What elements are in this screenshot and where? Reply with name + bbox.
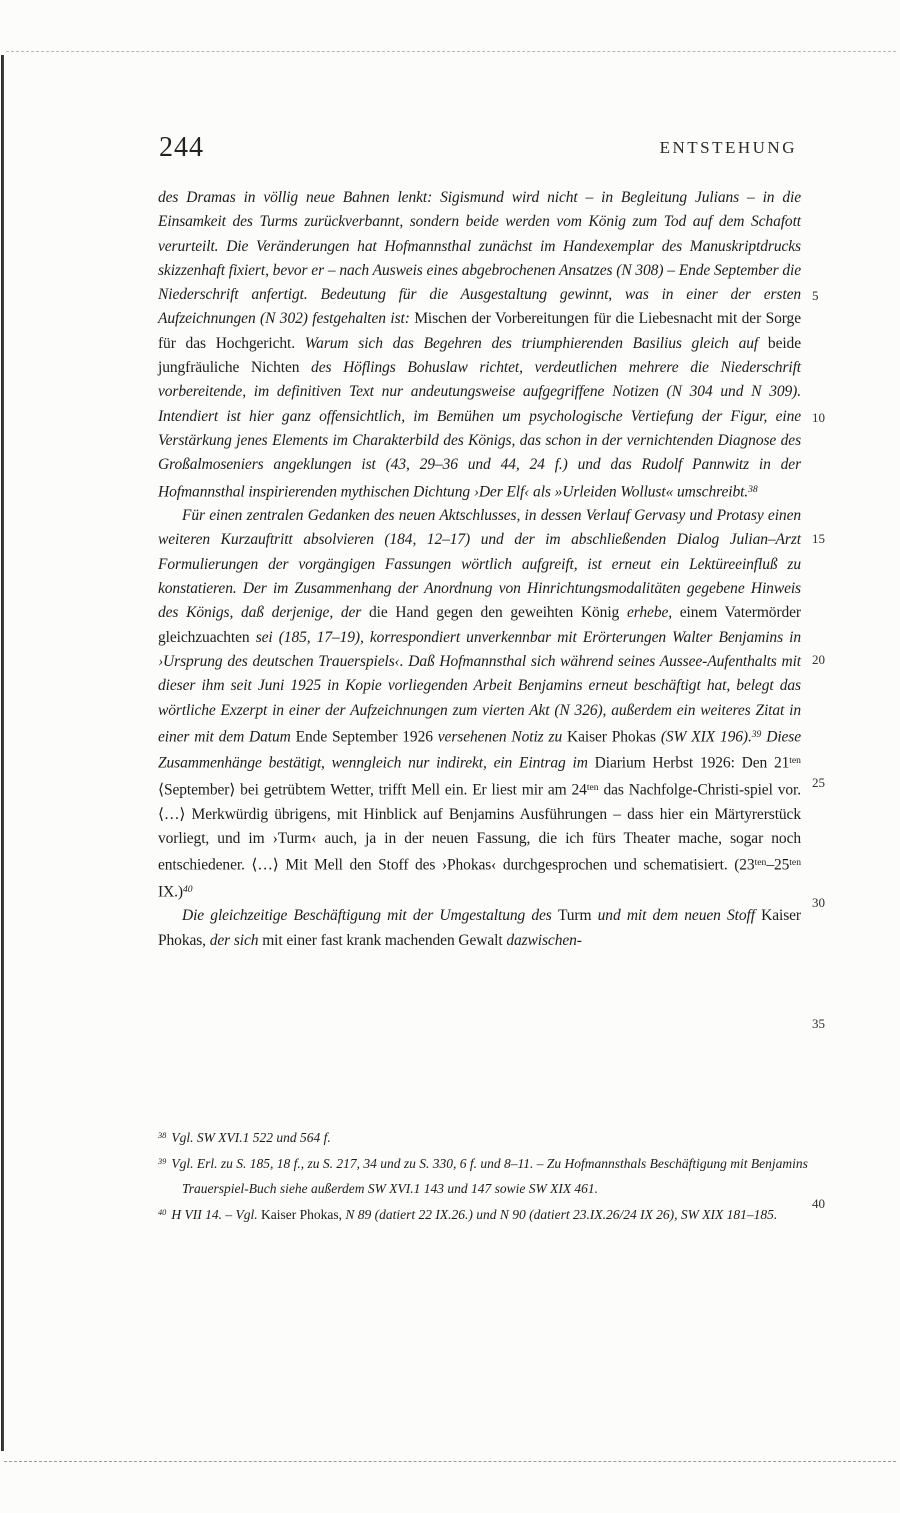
- text-segment: IX.): [158, 883, 183, 901]
- text-segment: versehenen Notiz zu: [437, 728, 567, 746]
- text-segment: das Nachfolge-Christi-spiel vor. ⟨…⟩ Merkwürdig übrigens, mit Hinblick auf Benjamins Ausführungen – dass hier ein Märtyrerstück vorliegt, und im ›Turm‹ auch, ja in der neuen Fassung, die ich fürs Theater mache, sogar noch entschiedener. ⟨…⟩ Mit Mell den Stoff des ›Phokas‹ durchgesprochen und schematisiert. (23: [158, 781, 801, 874]
- margin-line-number-40: 40: [812, 1196, 825, 1211]
- text-segment: ten: [789, 755, 801, 767]
- text-segment: Kaiser Phokas: [567, 728, 661, 746]
- text-segment: 40: [183, 883, 193, 895]
- text-segment: –25: [766, 856, 790, 874]
- text-segment: Für einen zentralen Gedanken des neuen Aktschlusses, in dessen Verlauf Gervasy und Protasy einen weiteren Kurzauftritt absolvieren (184, 12–17) und der im abschließenden Dialog Julian–Arzt Formulierungen der vorgängigen Fassungen wörtlich aufgreift, ist erneut ein Lektüreeinfluß zu konstatieren. Der im Zusammenhang der Anordnung von Hinrichtungsmodalitäten gegebene Hinweis des Königs, daß derjenige, der: [158, 507, 801, 622]
- text-segment: erhebe,: [626, 604, 680, 622]
- text-segment: Kaiser Phokas,: [260, 1207, 346, 1223]
- text-segment: Die gleichzeitige Beschäftigung mit der Umgestaltung des: [182, 907, 558, 925]
- text-segment: (SW XIX 196).: [660, 728, 752, 746]
- top-scan-edge-line: [6, 51, 896, 52]
- text-segment: Turm: [557, 907, 598, 925]
- margin-line-number-5: 5: [812, 288, 819, 303]
- text-segment: Mischen der Vorbereitungen für die Liebesnacht mit der Sorge für das Hochgericht.: [158, 310, 801, 352]
- margin-line-number-20: 20: [812, 652, 825, 667]
- text-segment: die Hand gegen den geweihten König: [368, 604, 627, 622]
- footnote-38: [158, 1124, 816, 1150]
- text-segment: Vgl. SW XVI.1 522 und 564 f.: [171, 1129, 331, 1145]
- text-segment: und mit dem neuen Stoff: [597, 907, 762, 925]
- text-segment: Diese Zusammenhänge bestätigt, wenngleich nur indirekt, ein Eintrag im: [158, 728, 802, 772]
- footnote-40: [158, 1201, 816, 1227]
- running-header: ENTSTEHUNG: [659, 138, 797, 157]
- margin-line-number-25: 25: [812, 775, 825, 790]
- text-segment: einem Vatermörder gleichzuachten: [158, 604, 801, 646]
- text-segment: sei (185, 17–19), korrespondiert unverkennbar mit Erörterungen Walter Benjamins in ›Ursprung des deutschen Trauerspiels‹. Daß Hofmannsthal sich während seines Aussee-Aufenthalts mit dieser ihm seit Juni 1925 in Kopie vorliegenden Arbeit Benjamins erneut beschäftigt hat, belegt das wörtliche Exzerpt in einer der Aufzeichnungen zum vierten Akt (N 326), außerdem ein weiteres Zitat in einer mit dem Datum: [158, 628, 801, 746]
- footnote-39: [158, 1150, 816, 1201]
- margin-line-number-10: 10: [812, 410, 825, 425]
- text-segment: des Höflings Bohuslaw richtet, verdeutlichen mehrere die Niederschrift vorbereitende, im definitiven Text nur andeutungsweise aufgegriffene Notizen (N 304 und N 309). Intendiert ist hier ganz offensichtlich, im Bemühen um psychologische Vertiefung der Figur, eine Verstärkung jenes Elements im Charakterbild des Königs, das schon in der vernichtenden Diagnose des Großalmoseniers angeklungen ist (43, 29–36 und 44, 24 f.) und das Rudolf Pannwitz in der Hofmannsthal inspirierenden mythischen Dichtung ›Der Elf‹ als »Urleiden Wollust« umschreibt.: [158, 359, 801, 500]
- footnote-text: [171, 1207, 777, 1222]
- footnote-text: [171, 1130, 330, 1145]
- text-segment: N 89 (datiert 22 IX.26.) und N 90 (datiert 23.IX.26/24 IX 26), SW XIX 181–185.: [345, 1207, 778, 1223]
- text-segment: 39: [751, 728, 762, 740]
- body-paragraph-1: [158, 186, 801, 504]
- text-segment: des Dramas in völlig neue Bahnen lenkt: Sigismund wird nicht – in Begleitung Julians – in die Einsamkeit des Turms zurückverbannt, sondern beide werden vom König zum Tod auf dem Schafott verurteilt. Die Veränderungen hat Hofmannsthal zunächst im Handexemplar des Manuskriptdrucks skizzenhaft fixiert, bevor er – nach Ausweis eines abgebrochenen Ansatzes (N 308) – Ende September die Niederschrift anfertigt. Bedeutung für die Ausgestaltung gewinnt, was in einer der ersten Aufzeichnungen (N 302) festgehalten ist:: [158, 189, 801, 328]
- bottom-scan-edge-line: [4, 1461, 896, 1462]
- text-segment: Ende September 1926: [295, 728, 438, 746]
- page-number: 244: [159, 132, 204, 163]
- text-segment: 38: [748, 483, 758, 495]
- footnote-block: [158, 1124, 816, 1228]
- text-segment: dazwischen-: [506, 931, 582, 949]
- body-paragraph-2: [158, 504, 801, 904]
- text-segment: mit einer fast krank machenden Gewalt: [262, 931, 507, 949]
- margin-line-number-30: 30: [812, 895, 825, 910]
- text-segment: H VII 14. – Vgl.: [171, 1207, 261, 1223]
- footnote-marker: 40: [158, 1208, 167, 1218]
- text-segment: der sich: [209, 931, 263, 949]
- text-segment: Diarium Herbst 1926: Den 21: [594, 754, 790, 772]
- text-segment: Kaiser Phokas,: [158, 907, 801, 949]
- text-segment: ten: [586, 782, 599, 794]
- footnote-marker: 38: [158, 1131, 167, 1140]
- text-segment: ⟨September⟩ bei getrübtem Wetter, trifft Mell ein. Er liest mir am 24: [158, 781, 587, 799]
- text-segment: ten: [754, 857, 767, 869]
- body-text-block: [158, 186, 801, 953]
- margin-line-number-15: 15: [812, 531, 825, 546]
- text-segment: Vgl. Erl. zu S. 185, 18 f., zu S. 217, 34 und zu S. 330, 6 f. und 8–11. – Zu Hofmannsthals Beschäftigung mit Benjamins Trauerspiel-Buch siehe außerdem SW XVI.1 143 und 147 sowie SW XIX 461.: [171, 1156, 808, 1196]
- text-segment: ten: [789, 857, 801, 869]
- footnote-marker: 39: [158, 1157, 167, 1167]
- footnote-text: [171, 1156, 808, 1196]
- left-binding-shadow: [1, 55, 4, 1451]
- text-segment: beide jungfräuliche Nichten: [158, 334, 801, 377]
- margin-line-number-35: 35: [812, 1016, 825, 1031]
- body-paragraph-3: [158, 904, 801, 953]
- text-segment: Warum sich das Begehren des triumphierenden Basilius gleich auf: [304, 334, 768, 352]
